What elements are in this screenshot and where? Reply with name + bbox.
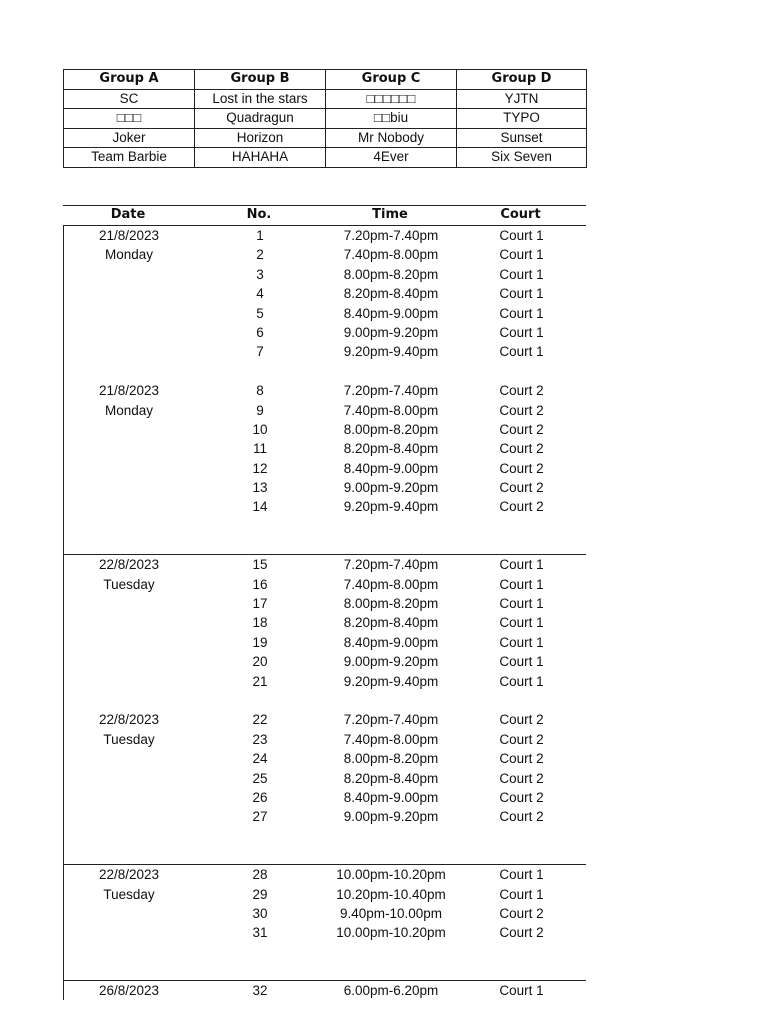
spacer-row [64, 691, 586, 710]
schedule-row [64, 594, 586, 613]
schedule-row [64, 807, 586, 826]
group-cell: HAHAHA [195, 148, 326, 168]
time-cell: 7.20pm-7.40pm [343, 712, 439, 728]
schedule-header-row [63, 205, 586, 226]
court-cell: Court 1 [499, 305, 544, 321]
time-cell: 9.00pm-9.20pm [343, 324, 439, 340]
court-header: Court [500, 207, 541, 222]
court-cell: Court 1 [499, 286, 544, 302]
match-number-cell: 25 [252, 770, 268, 786]
group-cell: Six Seven [457, 148, 587, 168]
schedule-row [64, 381, 586, 400]
court-cell: Court 1 [499, 596, 544, 612]
groups-header-row [64, 70, 587, 90]
schedule-row [64, 323, 586, 342]
time-cell: 10.00pm-10.20pm [336, 867, 446, 883]
spacer-row [64, 827, 586, 846]
group-a-header: Group A [64, 70, 195, 90]
court-cell: Court 1 [499, 576, 544, 592]
group-cell: SC [64, 89, 195, 109]
schedule-row [64, 459, 586, 478]
time-cell: 7.20pm-7.40pm [343, 383, 439, 399]
match-number-cell: 6 [256, 324, 264, 340]
groups-row [64, 109, 587, 129]
schedule-row [64, 749, 586, 768]
court-cell: Court 1 [499, 673, 544, 689]
spacer-row [64, 536, 586, 554]
day-cell: Tuesday [103, 886, 155, 902]
date-cell: 22/8/2023 [98, 557, 160, 573]
court-cell: Court 2 [499, 789, 544, 805]
schedule-row [64, 265, 586, 284]
spacer-row [64, 362, 586, 381]
match-number-cell: 31 [252, 925, 268, 941]
group-cell: Team Barbie [64, 148, 195, 168]
match-number-cell: 16 [252, 576, 268, 592]
groups-row [64, 148, 587, 168]
schedule-row [64, 672, 586, 691]
time-cell: 8.20pm-8.40pm [343, 615, 439, 631]
schedule-table [63, 205, 586, 1000]
schedule-row [64, 555, 586, 574]
schedule-row [64, 245, 586, 264]
time-cell: 7.40pm-8.00pm [343, 402, 439, 418]
match-number-cell: 24 [252, 751, 268, 767]
time-cell: 9.20pm-9.40pm [343, 344, 439, 360]
groups-table [63, 69, 587, 168]
time-cell: 9.00pm-9.20pm [343, 809, 439, 825]
no-header: No. [246, 207, 272, 222]
time-cell: 8.20pm-8.40pm [343, 770, 439, 786]
court-cell: Court 2 [499, 770, 544, 786]
group-cell: 4Ever [326, 148, 457, 168]
court-cell: Court 1 [499, 324, 544, 340]
match-number-cell: 9 [256, 402, 264, 418]
match-number-cell: 21 [252, 673, 268, 689]
group-cell: TYPO [457, 109, 587, 129]
time-cell: 7.20pm-7.40pm [343, 557, 439, 573]
schedule-row [64, 575, 586, 594]
court-cell: Court 1 [499, 266, 544, 282]
court-cell: Court 1 [499, 654, 544, 670]
match-number-cell: 32 [252, 983, 268, 999]
day-cell: Monday [104, 247, 154, 263]
schedule-block [64, 864, 586, 980]
court-cell: Court 2 [499, 809, 544, 825]
schedule-row [64, 478, 586, 497]
schedule-block [64, 554, 586, 710]
time-cell: 8.00pm-8.20pm [343, 421, 439, 437]
schedule-row [64, 284, 586, 303]
spacer-row [64, 517, 586, 536]
match-number-cell: 27 [252, 809, 268, 825]
match-number-cell: 2 [256, 247, 264, 263]
time-cell: 6.00pm-6.20pm [343, 983, 439, 999]
schedule-row [64, 788, 586, 807]
schedule-row [64, 769, 586, 788]
day-cell: Monday [104, 402, 154, 418]
time-cell: 10.20pm-10.40pm [336, 886, 446, 902]
court-cell: Court 1 [499, 557, 544, 573]
schedule-block [64, 710, 586, 864]
schedule-row [64, 730, 586, 749]
match-number-cell: 12 [252, 460, 268, 476]
groups-row [64, 89, 587, 109]
match-number-cell: 29 [252, 886, 268, 902]
court-cell: Court 1 [499, 867, 544, 883]
time-cell: 8.20pm-8.40pm [343, 441, 439, 457]
schedule-row [64, 497, 586, 516]
time-cell: 7.40pm-8.00pm [343, 247, 439, 263]
group-cell: Sunset [457, 128, 587, 148]
schedule-row [64, 304, 586, 323]
schedule-row [64, 226, 586, 245]
schedule-row [64, 652, 586, 671]
court-cell: Court 1 [499, 634, 544, 650]
spacer-row [64, 846, 586, 864]
time-cell: 10.00pm-10.20pm [336, 925, 446, 941]
date-cell: 26/8/2023 [98, 983, 160, 999]
match-number-cell: 13 [252, 480, 268, 496]
match-number-cell: 10 [252, 421, 268, 437]
group-cell: YJTN [457, 89, 587, 109]
group-cell: □□□ [64, 109, 195, 129]
schedule-row [64, 904, 586, 923]
match-number-cell: 4 [256, 286, 264, 302]
match-number-cell: 20 [252, 654, 268, 670]
schedule-block [64, 226, 586, 381]
time-cell: 9.20pm-9.40pm [343, 499, 439, 515]
schedule-row [64, 710, 586, 729]
date-cell: 22/8/2023 [98, 867, 160, 883]
group-d-header: Group D [457, 70, 587, 90]
time-cell: 9.00pm-9.20pm [343, 654, 439, 670]
match-number-cell: 17 [252, 596, 268, 612]
match-number-cell: 3 [256, 266, 264, 282]
time-cell: 7.40pm-8.00pm [343, 731, 439, 747]
spacer-row [64, 943, 586, 962]
schedule-row [64, 865, 586, 884]
schedule-body [63, 226, 586, 1000]
court-cell: Court 2 [499, 925, 544, 941]
court-cell: Court 1 [499, 228, 544, 243]
time-cell: 8.00pm-8.20pm [343, 266, 439, 282]
schedule-row [64, 342, 586, 361]
time-cell: 8.40pm-9.00pm [343, 305, 439, 321]
time-header: Time [372, 207, 408, 222]
match-number-cell: 8 [256, 383, 264, 399]
schedule-row [64, 885, 586, 904]
match-number-cell: 5 [256, 305, 264, 321]
date-cell: 21/8/2023 [98, 228, 160, 243]
schedule-row [64, 613, 586, 632]
spacer-row [64, 962, 586, 980]
time-cell: 7.40pm-8.00pm [343, 576, 439, 592]
match-number-cell: 15 [252, 557, 268, 573]
time-cell: 8.00pm-8.20pm [343, 751, 439, 767]
group-c-header: Group C [326, 70, 457, 90]
group-cell: □□biu [326, 109, 457, 129]
date-cell: 21/8/2023 [98, 383, 160, 399]
court-cell: Court 1 [499, 615, 544, 631]
court-cell: Court 2 [499, 731, 544, 747]
match-number-cell: 28 [252, 867, 268, 883]
court-cell: Court 2 [499, 751, 544, 767]
schedule-row [64, 401, 586, 420]
court-cell: Court 1 [499, 344, 544, 360]
court-cell: Court 2 [499, 383, 544, 399]
court-cell: Court 2 [499, 480, 544, 496]
match-number-cell: 18 [252, 615, 268, 631]
match-number-cell: 23 [252, 731, 268, 747]
court-cell: Court 1 [499, 983, 544, 999]
match-number-cell: 14 [252, 499, 268, 515]
time-cell: 9.20pm-9.40pm [343, 673, 439, 689]
time-cell: 8.20pm-8.40pm [343, 286, 439, 302]
time-cell: 9.40pm-10.00pm [339, 905, 443, 921]
day-cell: Tuesday [103, 576, 155, 592]
court-cell: Court 2 [499, 402, 544, 418]
day-cell: Tuesday [103, 731, 155, 747]
schedule-row [64, 420, 586, 439]
court-cell: Court 2 [499, 421, 544, 437]
groups-row [64, 128, 587, 148]
match-number-cell: 22 [252, 712, 268, 728]
group-cell: Horizon [195, 128, 326, 148]
schedule-block [64, 381, 586, 554]
match-number-cell: 26 [252, 789, 268, 805]
schedule-row [64, 981, 586, 1000]
match-number-cell: 7 [256, 344, 264, 360]
schedule-row [64, 439, 586, 458]
time-cell: 8.40pm-9.00pm [343, 789, 439, 805]
court-cell: Court 2 [499, 499, 544, 515]
group-cell: Quadragun [195, 109, 326, 129]
court-cell: Court 1 [499, 886, 544, 902]
time-cell: 8.40pm-9.00pm [343, 634, 439, 650]
group-b-header: Group B [195, 70, 326, 90]
match-number-cell: 30 [252, 905, 268, 921]
match-number-cell: 11 [252, 441, 267, 457]
date-header: Date [110, 207, 146, 222]
date-cell: 22/8/2023 [98, 712, 160, 728]
time-cell: 9.00pm-9.20pm [343, 480, 439, 496]
time-cell: 8.40pm-9.00pm [343, 460, 439, 476]
schedule-row [64, 633, 586, 652]
group-cell: Mr Nobody [326, 128, 457, 148]
group-cell: Joker [64, 128, 195, 148]
court-cell: Court 1 [499, 247, 544, 263]
schedule-row [64, 923, 586, 942]
court-cell: Court 2 [499, 460, 544, 476]
match-number-cell: 19 [252, 634, 268, 650]
group-cell: Lost in the stars [195, 89, 326, 109]
time-cell: 7.20pm-7.40pm [343, 228, 439, 243]
match-number-cell: 1 [256, 228, 264, 243]
court-cell: Court 2 [499, 441, 544, 457]
group-cell: □□□□□□ [326, 89, 457, 109]
court-cell: Court 2 [499, 905, 544, 921]
time-cell: 8.00pm-8.20pm [343, 596, 439, 612]
court-cell: Court 2 [499, 712, 544, 728]
schedule-block [64, 980, 586, 1000]
